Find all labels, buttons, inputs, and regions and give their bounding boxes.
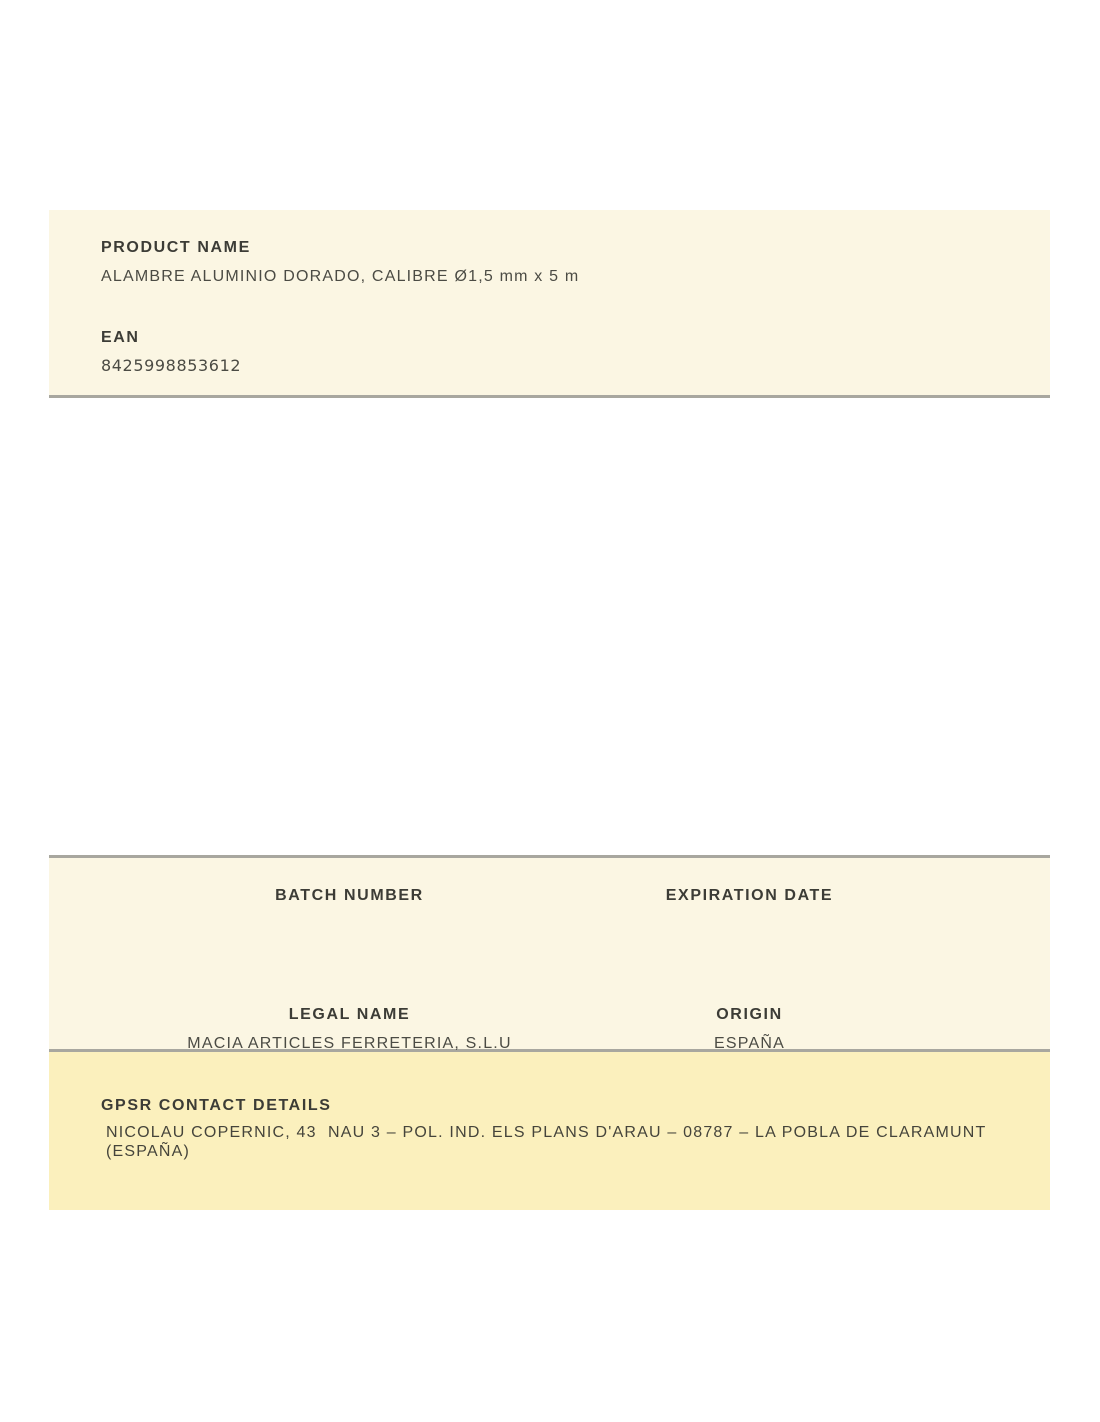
product-name-label: PRODUCT NAME [101,239,251,256]
ean-label: EAN [101,329,140,346]
product-name-value: ALAMBRE ALUMINIO DORADO, CALIBRE Ø1,5 mm x 5 m [101,268,580,285]
traceability-grid [150,886,950,1053]
batch-expiration-row [150,886,950,934]
traceability-panel [49,855,1050,1052]
gpsr-panel [49,1052,1050,1210]
batch-number-cell [150,886,550,934]
legal-name-label: LEGAL NAME [288,1006,411,1023]
legal-name-cell [150,1005,550,1053]
origin-cell [550,1005,950,1053]
expiration-date-label: EXPIRATION DATE [665,887,834,904]
ean-value: 8425998853612 [101,356,242,375]
gpsr-contact-label: GPSR CONTACT DETAILS [101,1097,332,1114]
expiration-date-cell [550,886,950,934]
batch-number-label: BATCH NUMBER [275,887,424,904]
expiration-date-value [550,915,950,934]
legal-name-value: MACIA ARTICLES FERRETERIA, S.L.U [187,1035,512,1052]
legal-origin-row [150,1005,950,1053]
origin-label: ORIGIN [716,1006,783,1023]
gpsr-contact-value: NICOLAU COPERNIC, 43 NAU 3 – POL. IND. ELS PLANS D'ARAU – 08787 – LA POBLA DE CLARAMUNT (ESPAÑA) [106,1124,992,1160]
batch-number-value [150,915,550,934]
origin-value: ESPAÑA [714,1035,785,1052]
product-panel [49,210,1050,398]
